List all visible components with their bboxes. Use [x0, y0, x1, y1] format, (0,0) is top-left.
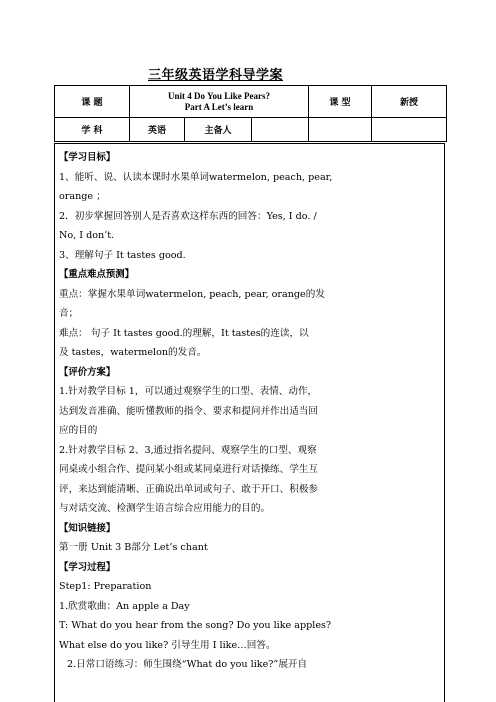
- text-line: No, I don’t.: [59, 230, 115, 241]
- text-line: 1.针对教学目标 1，可以通过观察学生的口型、表情、动作，: [59, 386, 318, 397]
- section-heading: 【学习目标】: [59, 152, 116, 163]
- preparer-value: [252, 118, 309, 142]
- text-line: What else do you like? 引导生用 I like…回答。: [59, 639, 276, 651]
- text-line: T: What do you hear from the song? Do you like apples?: [59, 620, 332, 631]
- text-line: 第一册 Unit 3 B部分 Let’s chant: [59, 542, 208, 553]
- section-heading: 【重点难点预测】: [59, 269, 135, 280]
- text-line: 与对话交流、检测学生语言综合应用能力的目的。: [59, 503, 271, 514]
- text-line: 同桌或小组合作、提问某小组或某同桌进行对话操练、学生互: [59, 464, 319, 475]
- text-line: 1、能听、说、认读本课时水果单词watermelon, peach, pear,: [59, 171, 333, 183]
- section-heading: 【学习过程】: [59, 561, 116, 573]
- empty-cell: [309, 118, 372, 142]
- unit-line-2: Part A Let’s learn: [184, 101, 254, 112]
- type-label: 课 型: [309, 86, 372, 118]
- text-line: 2.日常口语练习：师生围绕“What do you like?”展开自: [67, 659, 308, 670]
- text-line: 2．初步掌握回答别人是否喜欢这样东西的回答：Yes, I do. /: [59, 210, 317, 222]
- text-line: Step1: Preparation: [59, 581, 152, 592]
- subject-value: 英语: [130, 118, 185, 142]
- subject-label: 学 科: [55, 118, 130, 142]
- header-table: [54, 85, 447, 142]
- type-value: 新授: [372, 86, 447, 118]
- text-line: 2.针对教学目标 2、3,通过指名提问、观察学生的口型、观察: [59, 444, 317, 456]
- text-line: 重点：掌握水果单词watermelon, peach, pear, orange的发: [59, 288, 325, 300]
- text-line: 音；: [59, 308, 79, 319]
- preparer-label: 主备人: [185, 118, 252, 142]
- text-line: 评，来达到能清晰、正确说出单词或句子、敢于开口、积极参: [59, 483, 319, 495]
- text-line: 应的目的: [59, 425, 98, 436]
- text-line: 及 tastes，watermelon的发音。: [59, 347, 207, 358]
- text-line: 难点： 句子 It tastes good.的理解，It tastes的连读，以: [59, 327, 309, 339]
- lesson-title: [130, 86, 309, 118]
- text-line: 达到发音准确、能听懂教师的指令、要求和提问并作出适当回: [59, 405, 319, 417]
- empty-cell: [372, 118, 447, 142]
- lesson-label: 课 题: [55, 86, 130, 118]
- content-box: [54, 143, 445, 702]
- text-line: orange ；: [59, 191, 106, 202]
- text-line: 3、理解句子 It tastes good.: [59, 249, 186, 261]
- page-title: 三年级英语学科导学案: [148, 68, 284, 83]
- section-heading: 【知识链接】: [59, 522, 116, 534]
- text-line: 1.欣赏歌曲：An apple a Day: [59, 600, 190, 612]
- section-heading: 【评价方案】: [59, 366, 116, 378]
- unit-line-1: Unit 4 Do You Like Pears?: [168, 90, 270, 101]
